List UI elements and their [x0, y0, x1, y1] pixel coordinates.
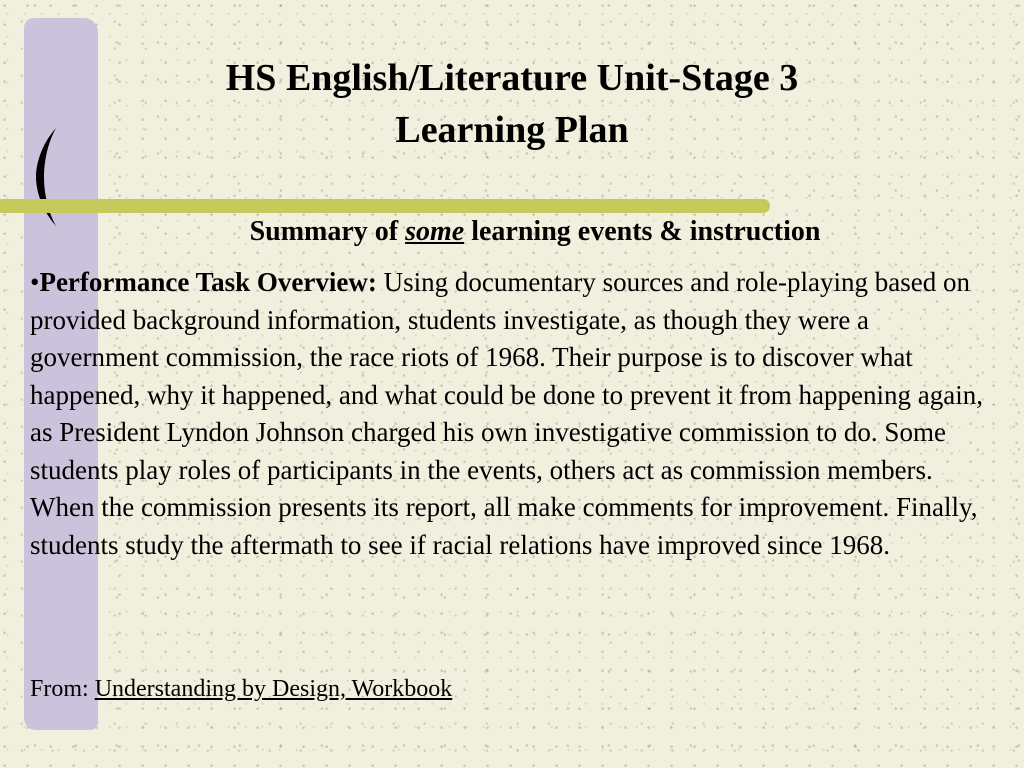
bullet-symbol: •	[30, 267, 40, 297]
green-divider-line	[0, 199, 770, 213]
slide-subtitle	[130, 212, 940, 252]
bullet-lead-label: Performance Task Overview:	[39, 267, 377, 297]
slide-title-line-2: Learning Plan	[395, 109, 629, 151]
slide-title-line-1: HS English/Literature Unit-Stage 3	[225, 57, 799, 99]
slide-title	[0, 52, 1024, 156]
source-label: From:	[30, 676, 95, 702]
subtitle-suffix: learning events & instruction	[464, 216, 821, 247]
bullet-body-text: Using documentary sources and role-playing based on provided background information, students investigate, as though they were a government commission, the race riots of 1968. Their purpose is to discover what happened, why it happened, and what could be done to prevent it from happening again, as President Lyndon Johnson charged his own investigative commission to do. Some students play roles of participants in the events, others act as commission members. When the commission presents its report, all make comments for improvement. Finally, students study the aftermath to see if racial relations have improved since 1968.	[30, 267, 983, 560]
subtitle-prefix: Summary of	[249, 216, 406, 247]
subtitle-emphasis: some	[405, 216, 465, 247]
source-citation	[30, 672, 452, 706]
source-reference: Understanding by Design, Workbook	[94, 676, 453, 702]
performance-task-paragraph	[30, 264, 990, 564]
